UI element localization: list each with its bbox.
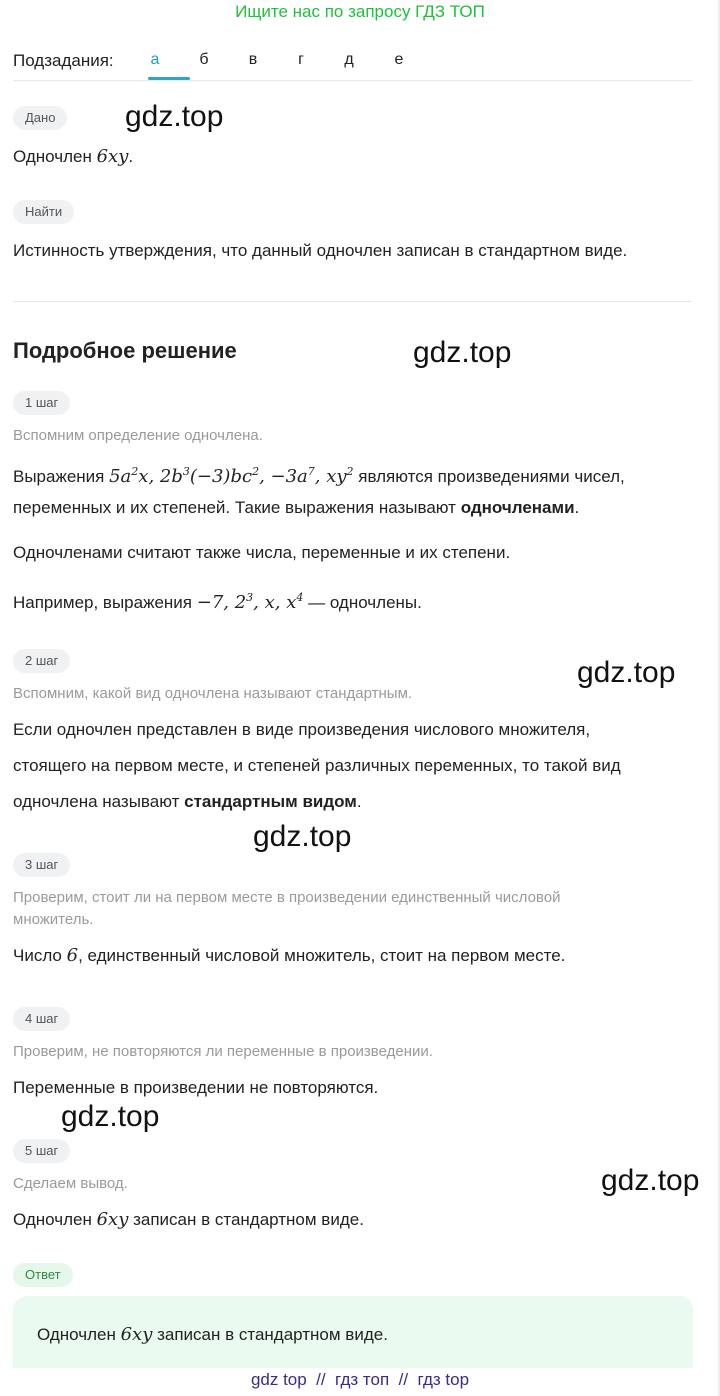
answer-text-b: записан в стандартном виде.	[152, 1325, 388, 1344]
step-1-line-4-b: — одночлены.	[303, 593, 422, 612]
tab-d[interactable]: д	[344, 51, 354, 68]
subtask-tabs-label: Подзадания:	[13, 51, 114, 70]
solution-title: Подробное решение	[13, 338, 237, 363]
step-1-line-1-b: являются произведениями чисел,	[353, 467, 625, 486]
step-3-line-b: , единственный числовой множитель, стоит на первом месте.	[78, 946, 566, 965]
watermark: gdz.top	[253, 820, 352, 853]
step-1-line-4-a: Например, выражения	[13, 593, 197, 612]
tab-a[interactable]: а	[150, 51, 160, 68]
step-4-badge: 4 шаг	[13, 1007, 70, 1031]
subtask-tabs	[13, 48, 692, 81]
step-2-line-3-end: .	[356, 792, 362, 811]
given-badge: Дано	[13, 106, 67, 130]
answer-math: 6xy	[120, 1324, 153, 1345]
step-3-badge: 3 шаг	[13, 853, 70, 877]
step-1-line-3: Одночленами считают также числа, переменные и их степени.	[13, 543, 511, 562]
answer-text-a: Одночлен	[37, 1325, 121, 1344]
step-1-math-examples: −7, $2^3$, x, $x^4$	[196, 591, 304, 613]
answer-box	[13, 1296, 693, 1368]
step-1-line-1	[13, 454, 625, 495]
find-badge: Найти	[13, 200, 74, 224]
step-1-badge: 1 шаг	[13, 391, 70, 415]
step-3-hint-1: Проверим, стоит ли на первом месте в произведении единственный числовой	[13, 889, 561, 906]
step-5-badge: 5 шаг	[13, 1139, 70, 1163]
section-divider	[13, 301, 692, 302]
answer-text	[37, 1324, 388, 1345]
active-tab-indicator	[148, 77, 190, 80]
watermark: gdz.top	[413, 336, 512, 369]
step-1-line-2	[13, 490, 579, 526]
step-2-line-2: стоящего на первом месте, и степеней различных переменных, то такой вид	[13, 756, 621, 775]
step-3-line	[13, 938, 565, 974]
given-math: 6xy	[96, 146, 129, 167]
step-1-line-1-a: Выражения	[13, 467, 110, 486]
search-banner: Ищите нас по запросу ГДЗ ТОП	[235, 2, 485, 21]
step-1-math-expressions: $5a^2x$, $2b^3(-3)bc^2$, $-3a^7$, $xy^2$	[109, 465, 354, 487]
tab-b[interactable]: б	[199, 51, 209, 68]
step-1-line-2-a: переменных и их степеней. Такие выражения называют	[13, 498, 461, 517]
step-4-hint: Проверим, не повторяются ли переменные в произведении.	[13, 1043, 433, 1060]
step-1-term-bold: одночленами	[460, 498, 575, 517]
step-2-badge: 2 шаг	[13, 649, 70, 673]
step-5-hint: Сделаем вывод.	[13, 1175, 128, 1192]
tab-v[interactable]: в	[248, 51, 258, 68]
watermark: gdz.top	[61, 1100, 160, 1133]
step-5-math: 6xy	[96, 1209, 129, 1230]
tab-g[interactable]: г	[298, 51, 304, 68]
step-2-line-3-a: одночлена называют	[13, 792, 185, 811]
step-2-line-3	[13, 784, 362, 820]
watermark: gdz.top	[125, 100, 224, 133]
step-5-line	[13, 1202, 364, 1238]
step-3-math: 6	[66, 945, 79, 966]
footer-links[interactable]: gdz top // гдз топ // гдз top	[250, 1370, 470, 1389]
step-5-line-a: Одночлен	[13, 1210, 97, 1229]
step-2-line-1: Если одночлен представлен в виде произведения числового множителя,	[13, 720, 591, 739]
step-1-hint: Вспомним определение одночлена.	[13, 427, 263, 444]
answer-badge: Ответ	[13, 1263, 73, 1287]
given-end: .	[128, 147, 134, 166]
tab-e[interactable]: е	[394, 51, 404, 68]
given-text	[13, 139, 133, 175]
watermark: gdz.top	[577, 656, 676, 689]
step-2-hint: Вспомним, какой вид одночлена называют стандартным.	[13, 685, 413, 702]
find-text: Истинность утверждения, что данный одночлен записан в стандартном виде.	[13, 241, 628, 260]
step-2-term-bold: стандартным видом	[184, 792, 357, 811]
step-1-line-2-end: .	[574, 498, 580, 517]
step-3-hint-2: множитель.	[13, 911, 94, 928]
given-text-label: Одночлен	[13, 147, 97, 166]
watermark: gdz.top	[601, 1164, 700, 1197]
step-1-line-4	[13, 580, 422, 621]
step-5-line-b: записан в стандартном виде.	[128, 1210, 364, 1229]
step-3-line-a: Число	[13, 946, 67, 965]
step-4-line: Переменные в произведении не повторяются.	[13, 1078, 379, 1097]
